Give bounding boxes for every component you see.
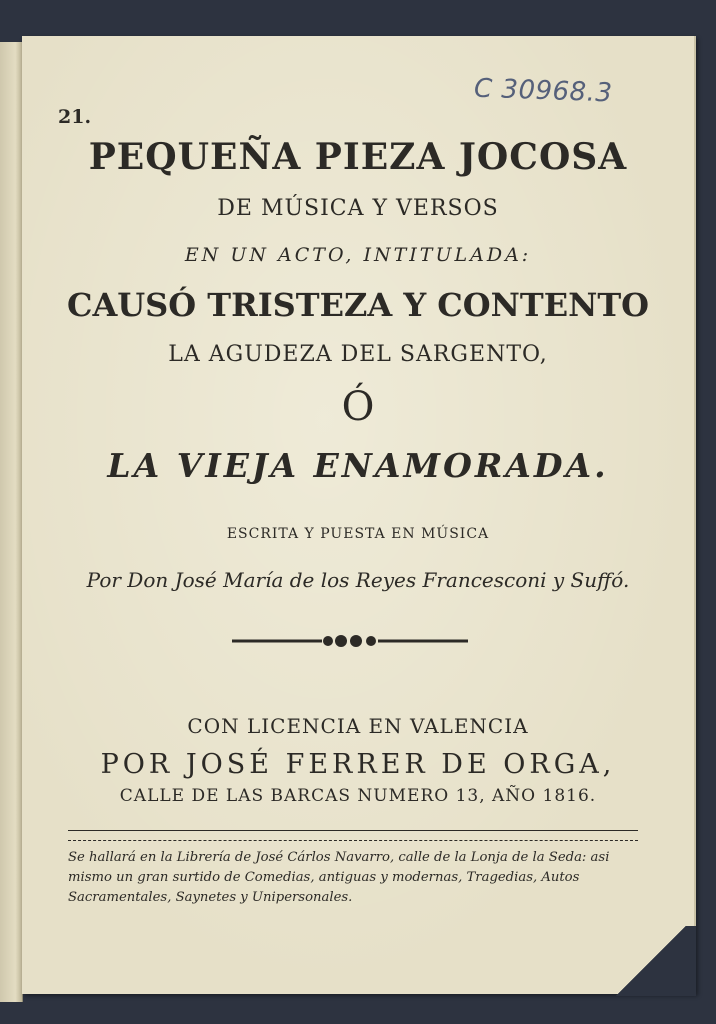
- title-line-5: LA AGUDEZA DEL SARGENTO,: [168, 342, 548, 367]
- title-line-1: PEQUEÑA PIEZA JOCOSA: [88, 136, 628, 178]
- title-line-2: DE MÚSICA Y VERSOS: [217, 196, 499, 221]
- credit-line: ESCRITA Y PUESTA EN MÚSICA: [226, 526, 490, 542]
- shelfmark-annotation: C 30968.3: [473, 73, 613, 109]
- title-line-4: CAUSÓ TRISTEZA Y CONTENTO: [66, 286, 650, 324]
- imprint-line-3: CALLE DE LAS BARCAS NUMERO 13, AÑO 1816.: [119, 786, 597, 806]
- title-page: [22, 36, 696, 994]
- footer-rule-dashed: [68, 840, 638, 841]
- torn-corner: [606, 926, 696, 996]
- title-line-7: LA VIEJA ENAMORADA.: [107, 446, 609, 485]
- title-line-3: EN UN ACTO, INTITULADA:: [184, 244, 532, 266]
- ornament-divider: [230, 630, 470, 652]
- author-line: Por Don José María de los Reyes Francesconi y Suffó.: [86, 568, 630, 592]
- imprint-line-1: CON LICENCIA EN VALENCIA: [187, 714, 529, 738]
- title-line-6: Ó: [341, 384, 375, 430]
- bookseller-note: Se hallará en la Librería de José Cárlos Navarro, calle de la Lonja de la Seda: asi mismo un gran surtido de Comedias, antiguas y modernas, Tragedias, Autos Sacramentales, Saynetes y Unipersonales.: [68, 850, 610, 905]
- footer-rule: [68, 830, 638, 831]
- book-page-edge: [0, 42, 23, 1002]
- piece-number: 21.: [58, 106, 92, 128]
- imprint-line-2: POR JOSÉ FERRER DE ORGA,: [100, 749, 616, 780]
